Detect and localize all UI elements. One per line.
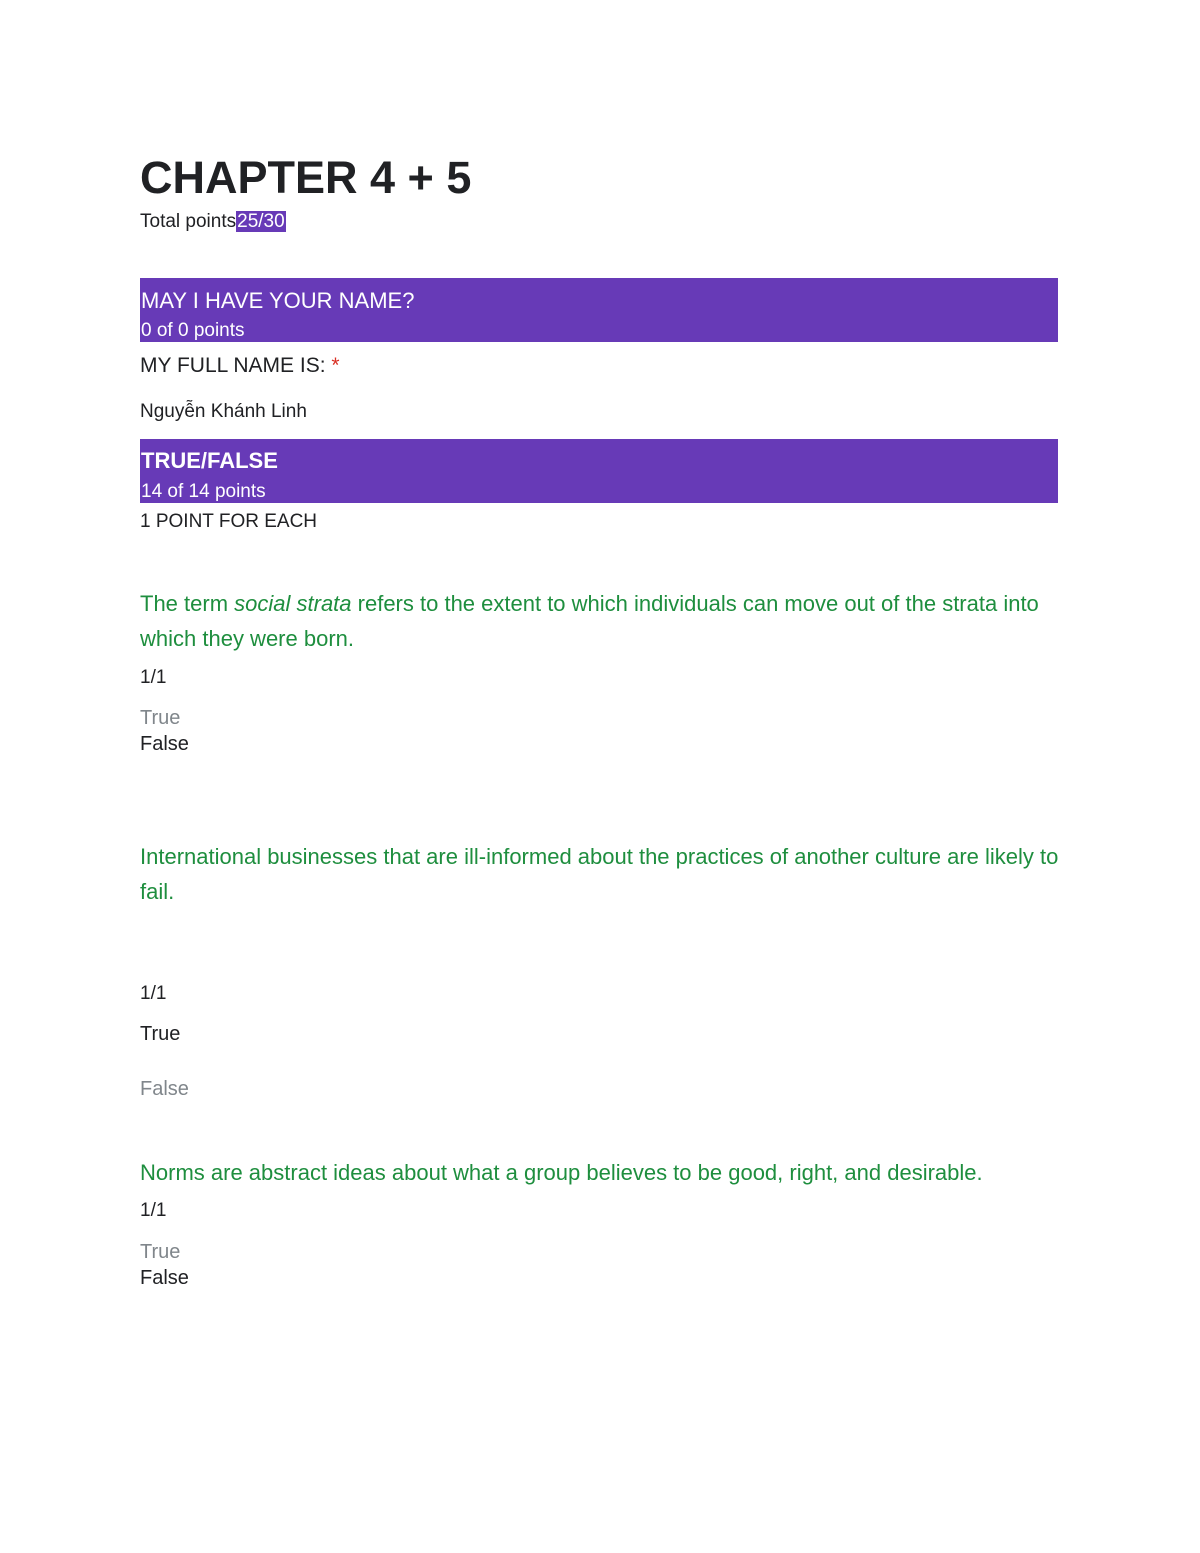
question-1-score: 1/1 [140, 667, 167, 688]
question-2-score: 1/1 [140, 983, 167, 1004]
question-3-option-false[interactable]: False [140, 1267, 189, 1289]
question-3-text: Norms are abstract ideas about what a group believes to be good, right, and desirable. [140, 1160, 983, 1185]
question-1-text [140, 586, 1070, 656]
question-3-score: 1/1 [140, 1200, 167, 1221]
name-question-label [140, 353, 340, 379]
section-instruction: 1 POINT FOR EACH [140, 511, 318, 532]
section-points: 14 of 14 points [141, 481, 266, 502]
section-title: TRUE/FALSE [141, 448, 278, 473]
question-2-text: International businesses that are ill-informed about the practices of another culture are likely to fail. [140, 844, 1059, 904]
required-mark: * [331, 354, 340, 377]
question-3-option-true[interactable]: True [140, 1241, 181, 1263]
section-header-name [140, 278, 1058, 342]
question-1-option-false[interactable]: False [140, 733, 189, 755]
section-title: MAY I HAVE YOUR NAME? [141, 288, 415, 313]
section-header-true-false [140, 439, 1058, 503]
name-question-text: MY FULL NAME IS: [140, 354, 326, 377]
total-points-label: Total points [140, 211, 237, 232]
section-points: 0 of 0 points [141, 320, 245, 341]
name-answer: Nguyễn Khánh Linh [140, 401, 307, 422]
question-2-option-false[interactable]: False [140, 1078, 189, 1100]
page-title: CHAPTER 4 + 5 [140, 152, 472, 203]
question-text-part: refers to the extent to which individuals can move out of the strata into which they were born. [140, 591, 1039, 651]
question-text-italic: social strata [234, 591, 352, 616]
question-2-option-true[interactable]: True [140, 1023, 181, 1045]
question-text-part: The term [140, 591, 235, 616]
total-points-value: 25/30 [237, 211, 285, 232]
total-points [140, 209, 286, 235]
question-1-option-true[interactable]: True [140, 707, 181, 729]
